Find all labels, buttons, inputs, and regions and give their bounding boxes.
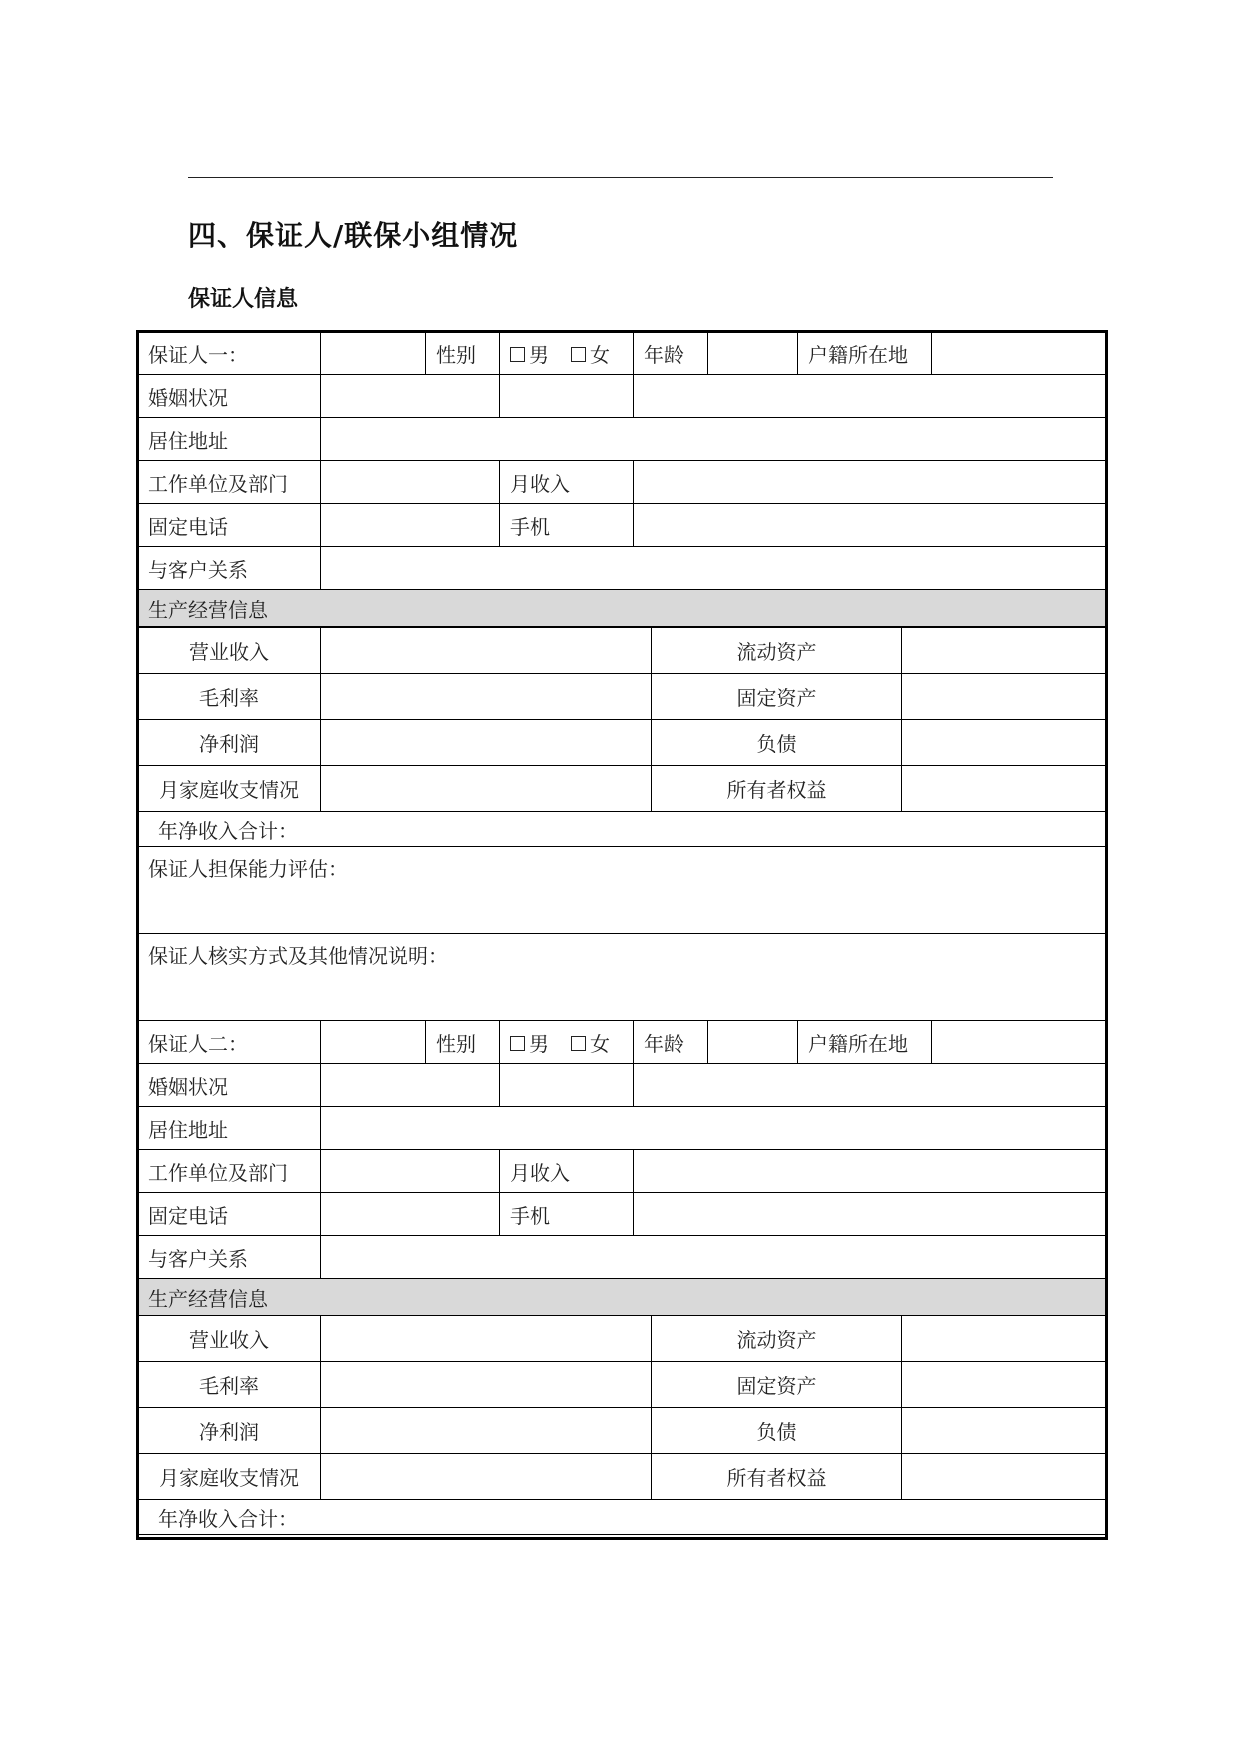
monthly-income-field[interactable] (634, 1150, 1108, 1193)
monthly-income-field[interactable] (634, 461, 1108, 504)
female-checkbox[interactable] (571, 347, 586, 362)
address-field[interactable] (321, 1107, 1108, 1150)
guarantor1-name-field[interactable] (321, 332, 426, 375)
household-label: 月家庭收支情况 (138, 1454, 321, 1500)
guarantor1-header-label: 保证人一： (138, 332, 321, 375)
male-checkbox[interactable] (510, 347, 525, 362)
age-field[interactable] (708, 1021, 798, 1064)
female-label: 女 (590, 342, 610, 367)
landline-label: 固定电话 (138, 504, 321, 547)
biz-info-header: 生产经营信息 (138, 590, 1108, 627)
guarantor2-personal-table (137, 1020, 1108, 1316)
employer-label: 工作单位及部门 (138, 1150, 321, 1193)
fixed-assets-field[interactable] (902, 1362, 1108, 1408)
gross-margin-field[interactable] (321, 1362, 652, 1408)
fixed-assets-field[interactable] (902, 674, 1108, 720)
mobile-label: 手机 (500, 504, 634, 547)
marital-remark-field[interactable] (634, 375, 1108, 418)
marital-extra-field[interactable] (500, 1064, 634, 1107)
gross-margin-label: 毛利率 (138, 1362, 321, 1408)
fixed-assets-label: 固定资产 (652, 674, 902, 720)
guarantor1-business-table (137, 627, 1108, 1021)
liabilities-field[interactable] (902, 1408, 1108, 1454)
mobile-field[interactable] (634, 1193, 1108, 1236)
annual-net-income-row[interactable]: 年净收入合计： (138, 812, 1108, 847)
male-label: 男 (529, 1031, 549, 1056)
mobile-field[interactable] (634, 504, 1108, 547)
relation-field[interactable] (321, 1236, 1108, 1279)
guarantor2-business-table (137, 1315, 1108, 1535)
guarantor2-header-label: 保证人二： (138, 1021, 321, 1064)
net-profit-label: 净利润 (138, 1408, 321, 1454)
fixed-assets-label: 固定资产 (652, 1362, 902, 1408)
marital-extra-field[interactable] (500, 375, 634, 418)
hukou-field[interactable] (932, 332, 1108, 375)
household-label: 月家庭收支情况 (138, 766, 321, 812)
address-field[interactable] (321, 418, 1108, 461)
equity-label: 所有者权益 (652, 766, 902, 812)
marital-remark-field[interactable] (634, 1064, 1108, 1107)
employer-field[interactable] (321, 1150, 500, 1193)
net-profit-field[interactable] (321, 1408, 652, 1454)
current-assets-field[interactable] (902, 628, 1108, 674)
gender-label: 性别 (426, 332, 500, 375)
employer-label: 工作单位及部门 (138, 461, 321, 504)
equity-field[interactable] (902, 1454, 1108, 1500)
liabilities-field[interactable] (902, 720, 1108, 766)
revenue-label: 营业收入 (138, 628, 321, 674)
gender-label: 性别 (426, 1021, 500, 1064)
age-label: 年龄 (634, 332, 708, 375)
household-field[interactable] (321, 766, 652, 812)
age-field[interactable] (708, 332, 798, 375)
gender-options (500, 1021, 634, 1064)
marital-label: 婚姻状况 (138, 375, 321, 418)
annual-net-income-row[interactable]: 年净收入合计： (138, 1500, 1108, 1535)
net-profit-field[interactable] (321, 720, 652, 766)
biz-info-header: 生产经营信息 (138, 1279, 1108, 1316)
landline-label: 固定电话 (138, 1193, 321, 1236)
relation-label: 与客户关系 (138, 547, 321, 590)
marital-field[interactable] (321, 375, 500, 418)
marital-field[interactable] (321, 1064, 500, 1107)
household-field[interactable] (321, 1454, 652, 1500)
guarantor2-name-field[interactable] (321, 1021, 426, 1064)
monthly-income-label: 月收入 (500, 461, 634, 504)
female-checkbox[interactable] (571, 1036, 586, 1051)
female-label: 女 (590, 1031, 610, 1056)
verification-notes-box[interactable]: 保证人核实方式及其他情况说明： (138, 934, 1108, 1021)
equity-label: 所有者权益 (652, 1454, 902, 1500)
revenue-field[interactable] (321, 1316, 652, 1362)
header-rule (188, 177, 1053, 178)
mobile-label: 手机 (500, 1193, 634, 1236)
gross-margin-label: 毛利率 (138, 674, 321, 720)
section-title: 四、保证人/联保小组情况 (188, 219, 519, 252)
hukou-label: 户籍所在地 (798, 332, 932, 375)
male-checkbox[interactable] (510, 1036, 525, 1051)
hukou-field[interactable] (932, 1021, 1108, 1064)
current-assets-field[interactable] (902, 1316, 1108, 1362)
employer-field[interactable] (321, 461, 500, 504)
address-label: 居住地址 (138, 418, 321, 461)
monthly-income-label: 月收入 (500, 1150, 634, 1193)
marital-label: 婚姻状况 (138, 1064, 321, 1107)
current-assets-label: 流动资产 (652, 1316, 902, 1362)
hukou-label: 户籍所在地 (798, 1021, 932, 1064)
guarantor1-personal-table (137, 331, 1108, 627)
equity-field[interactable] (902, 766, 1108, 812)
relation-label: 与客户关系 (138, 1236, 321, 1279)
male-label: 男 (529, 342, 549, 367)
current-assets-label: 流动资产 (652, 628, 902, 674)
address-label: 居住地址 (138, 1107, 321, 1150)
sub-title: 保证人信息 (188, 287, 299, 312)
revenue-field[interactable] (321, 628, 652, 674)
gross-margin-field[interactable] (321, 674, 652, 720)
relation-field[interactable] (321, 547, 1108, 590)
capacity-assessment-box[interactable]: 保证人担保能力评估： (138, 847, 1108, 934)
liabilities-label: 负债 (652, 1408, 902, 1454)
landline-field[interactable] (321, 1193, 500, 1236)
liabilities-label: 负债 (652, 720, 902, 766)
revenue-label: 营业收入 (138, 1316, 321, 1362)
gender-options (500, 332, 634, 375)
net-profit-label: 净利润 (138, 720, 321, 766)
age-label: 年龄 (634, 1021, 708, 1064)
landline-field[interactable] (321, 504, 500, 547)
